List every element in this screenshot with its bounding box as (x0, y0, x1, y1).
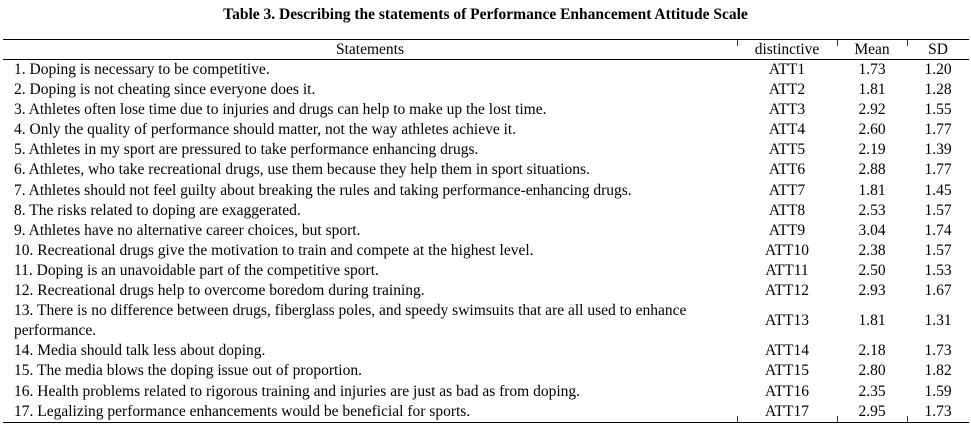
distinctive-cell: ATT11 (765, 261, 809, 279)
table-row (3, 301, 969, 341)
sd-cell: 1.39 (924, 141, 952, 159)
distinctive-cell: ATT9 (768, 221, 806, 239)
sd-cell: 1.73 (907, 402, 969, 423)
mean-cell: 3.04 (858, 221, 886, 239)
distinctive-cell: ATT8 (768, 201, 806, 219)
table-row (3, 201, 969, 221)
statement-cell: 9. Athletes have no alternative career choices, but sport. (14, 221, 361, 239)
distinctive-cell: ATT6 (768, 161, 806, 179)
mean-cell: 1.81 (858, 181, 886, 199)
sd-cell: 1.67 (924, 282, 952, 300)
mean-cell: 2.95 (837, 402, 907, 423)
statement-cell: 15. The media blows the doping issue out of proportion. (14, 362, 362, 380)
distinctive-cell: ATT1 (768, 61, 806, 78)
table-row (3, 341, 969, 361)
statement-cell: 12. Recreational drugs help to overcome boredom during training. (14, 282, 425, 300)
sd-cell: 1.77 (924, 121, 952, 139)
sd-cell: 1.59 (924, 382, 952, 400)
table-row (3, 140, 969, 160)
statement-cell: 6. Athletes, who take recreational drugs, use them because they help them in sport situations. (14, 161, 590, 179)
sd-cell: 1.28 (924, 81, 952, 99)
mean-cell: 2.53 (858, 201, 886, 219)
table-row (3, 241, 969, 261)
mean-cell: 2.60 (858, 121, 886, 139)
table-row (3, 120, 969, 140)
distinctive-cell: ATT14 (765, 342, 809, 360)
statement-cell: 5. Athletes in my sport are pressured to take performance enhancing drugs. (14, 141, 479, 159)
sd-cell: 1.57 (924, 241, 952, 259)
sd-cell: 1.31 (924, 312, 952, 330)
mean-cell: 2.92 (858, 101, 886, 119)
sd-cell: 1.82 (924, 362, 952, 380)
sd-cell: 1.57 (924, 201, 952, 219)
sd-cell: 1.77 (924, 161, 952, 179)
table-row (3, 261, 969, 281)
column-header-mean: Mean (837, 40, 907, 60)
statement-cell: 14. Media should talk less about doping. (14, 342, 266, 360)
mean-cell: 2.93 (858, 282, 886, 300)
table-row (3, 402, 969, 423)
distinctive-cell: ATT3 (768, 101, 806, 119)
distinctive-cell: ATT12 (765, 282, 809, 300)
distinctive-cell: ATT10 (765, 241, 809, 259)
header-row (3, 40, 969, 60)
sd-cell: 1.45 (924, 181, 952, 199)
statement-cell: 1. Doping is necessary to be competitive. (14, 61, 270, 78)
distinctive-cell: ATT5 (768, 141, 806, 159)
sd-cell: 1.20 (924, 61, 952, 78)
statement-cell: 17. Legalizing performance enhancements would be beneficial for sports. (14, 402, 471, 420)
mean-cell: 1.73 (858, 61, 886, 78)
table-row (3, 181, 969, 201)
statement-cell: 2. Doping is not cheating since everyone does it. (14, 81, 316, 99)
distinctive-cell: ATT17 (737, 402, 837, 423)
distinctive-cell: ATT4 (768, 121, 806, 139)
mean-cell: 2.80 (858, 362, 886, 380)
table-row (3, 281, 969, 301)
table-row (3, 361, 969, 381)
table-title: Table 3. Describing the statements of Performance Enhancement Attitude Scale (223, 6, 748, 23)
statement-cell: 4. Only the quality of performance should matter, not the way athletes achieve it. (14, 121, 517, 139)
column-header-distinctive: distinctive (737, 40, 837, 60)
mean-cell: 1.81 (858, 312, 886, 330)
statement-cell: 10. Recreational drugs give the motivation to train and compete at the highest level. (14, 241, 534, 259)
attitude-scale-table (3, 39, 969, 423)
mean-cell: 2.50 (858, 261, 886, 279)
column-header-statements: Statements (3, 40, 737, 60)
table-row (3, 80, 969, 100)
distinctive-cell: ATT2 (768, 81, 806, 99)
mean-cell: 2.38 (858, 241, 886, 259)
statement-cell: 11. Doping is an unavoidable part of the competitive sport. (14, 261, 379, 279)
mean-cell: 1.81 (858, 81, 886, 99)
statement-cell: 7. Athletes should not feel guilty about breaking the rules and taking performance-enhancing drugs. (14, 181, 632, 199)
table-row (3, 60, 969, 81)
distinctive-cell: ATT16 (765, 382, 809, 400)
distinctive-cell: ATT13 (765, 312, 809, 330)
table-row (3, 100, 969, 120)
table-body (3, 60, 969, 423)
statement-cell: 8. The risks related to doping are exaggerated. (14, 201, 301, 219)
mean-cell: 2.19 (858, 141, 886, 159)
statement-cell: 13. There is no difference between drugs, fiberglass poles, and speedy swimsuits that are all used to enhance performance. (14, 302, 687, 340)
sd-cell: 1.55 (924, 101, 952, 119)
column-header-sd: SD (907, 40, 969, 60)
mean-cell: 2.35 (858, 382, 886, 400)
table-row (3, 382, 969, 402)
statement-cell: 16. Health problems related to rigorous training and injuries are just as bad as from doping. (14, 382, 581, 400)
mean-cell: 2.18 (858, 342, 886, 360)
statement-cell: 3. Athletes often lose time due to injuries and drugs can help to make up the lost time. (14, 101, 547, 119)
mean-cell: 2.88 (858, 161, 886, 179)
distinctive-cell: ATT7 (768, 181, 806, 199)
table-row (3, 160, 969, 180)
sd-cell: 1.53 (924, 261, 952, 279)
distinctive-cell: ATT15 (765, 362, 809, 380)
sd-cell: 1.73 (924, 342, 952, 360)
table-row (3, 221, 969, 241)
sd-cell: 1.74 (924, 221, 952, 239)
